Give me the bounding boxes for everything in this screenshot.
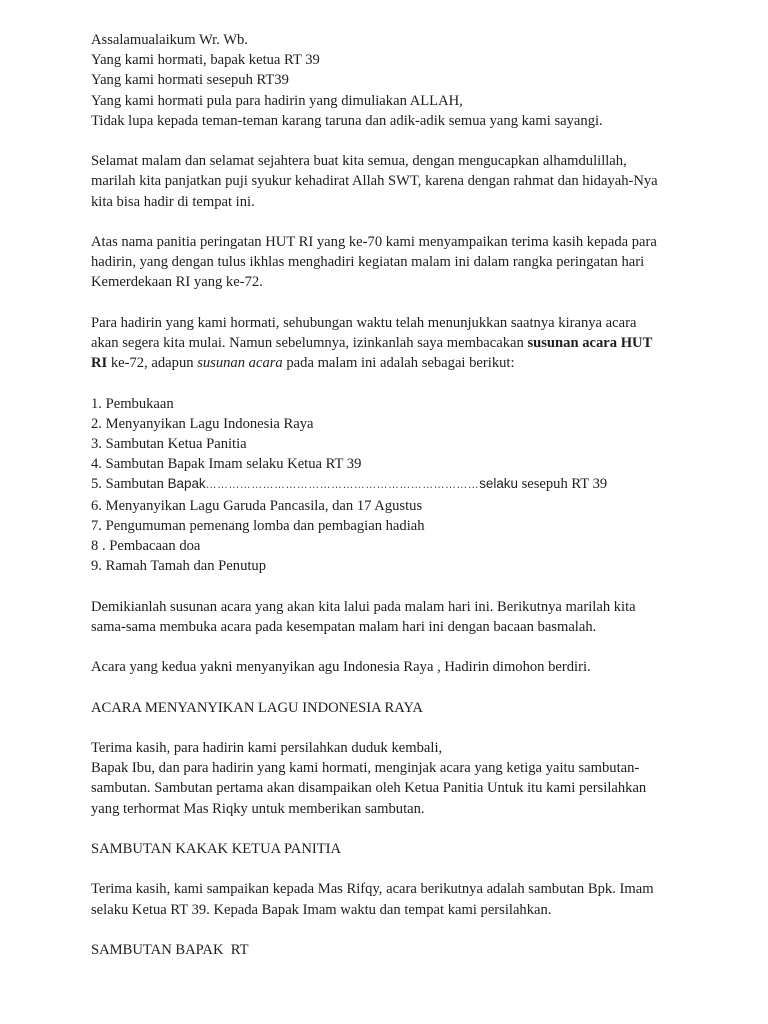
after-anthem-line: Terima kasih, para hadirin kami persilahkan duduk kembali,: [91, 739, 443, 756]
after-anthem-line: Bapak Ibu, dan para hadirin yang kami hormati, menginjak acara yang ketiga yaitu sambutan-: [91, 760, 640, 777]
agenda-item: 4. Sambutan Bapak Imam selaku Ketua RT 39: [91, 456, 362, 473]
after-committee-line: Terima kasih, kami sampaikan kepada Mas Rifqy, acara berikutnya adalah sambutan Bpk. Imam: [91, 881, 654, 898]
agenda-item: 7. Pengumuman pemenang lomba dan pembagian hadiah: [91, 517, 425, 534]
agenda-item: [91, 474, 708, 495]
thanks-paragraph: [91, 232, 708, 293]
greeting-line: Assalamualaikum Wr. Wb.: [91, 32, 248, 48]
after-anthem-line: sambutan. Sambutan pertama akan disampaikan oleh Ketua Panitia Untuk itu kami persilahkan: [91, 780, 647, 797]
agenda-item-suffix: sesepuh RT 39: [517, 476, 608, 493]
agenda-item: 3. Sambutan Ketua Panitia: [91, 436, 247, 452]
closing-intro-line: Demikianlah susunan acara yang akan kita lalui pada malam hari ini. Berikutnya marilah kita: [91, 598, 636, 615]
intro-line: Para hadirin yang kami hormati, sehubungan waktu telah menunjukkan saatnya kiranya acara: [91, 314, 637, 331]
second-event-paragraph: [91, 657, 708, 677]
section-heading: SAMBUTAN KAKAK KETUA PANITIA: [91, 840, 342, 857]
section-heading: SAMBUTAN BAPAK RT: [91, 941, 249, 958]
agenda-item-dots: ………………………………………………………………: [205, 479, 480, 492]
second-event-line: Acara yang kedua yakni menyanyikan agu Indonesia Raya , Hadirin dimohon berdiri.: [91, 659, 591, 676]
closing-intro-paragraph: [91, 597, 708, 637]
agenda-item: 8 . Pembacaan doa: [91, 538, 201, 555]
greeting-line: Yang kami hormati sesepuh RT39: [91, 72, 289, 89]
intro-bold-text: RI: [91, 355, 108, 372]
intro-paragraph: [91, 313, 708, 374]
agenda-item: 2. Menyanyikan Lagu Indonesia Raya: [91, 415, 314, 432]
greeting-paragraph: [91, 30, 708, 131]
opening-line: kita bisa hadir di tempat ini.: [91, 193, 255, 210]
intro-text: pada malam ini adalah sebagai berikut:: [282, 355, 515, 372]
section-heading-committee: [91, 839, 708, 859]
section-heading: ACARA MENYANYIKAN LAGU INDONESIA RAYA: [91, 699, 423, 716]
opening-line: marilah kita panjatkan puji syukur kehadirat Allah SWT, karena dengan rahmat dan hidayah-Nya: [91, 173, 658, 190]
greeting-line: Yang kami hormati pula para hadirin yang dimuliakan ALLAH,: [91, 92, 463, 109]
intro-text: ke-72, adapun: [107, 355, 198, 372]
closing-intro-line: sama-sama membuka acara pada kesempatan malam hari ini dengan bacaan basmalah.: [91, 618, 597, 635]
agenda-item-selaku: selaku: [479, 476, 518, 492]
greeting-line: Tidak lupa kepada teman-teman karang taruna dan adik-adik semua yang kami sayangi.: [91, 112, 603, 129]
after-committee-line: selaku Ketua RT 39. Kepada Bapak Imam waktu dan tempat kami persilahkan.: [91, 901, 552, 918]
agenda-item-name: Bapak: [167, 476, 206, 492]
agenda-item: 1. Pembukaan: [91, 395, 174, 412]
section-heading-anthem: [91, 698, 708, 718]
section-heading-rt: [91, 940, 708, 960]
thanks-line: Atas nama panitia peringatan HUT RI yang ke-70 kami menyampaikan terima kasih kepada para: [91, 234, 657, 250]
thanks-line: Kemerdekaan RI yang ke-72.: [91, 274, 263, 291]
agenda-item-prefix: 5. Sambutan: [91, 476, 168, 493]
agenda-item: 9. Ramah Tamah dan Penutup: [91, 558, 267, 575]
after-committee-paragraph: [91, 879, 708, 919]
greeting-line: Yang kami hormati, bapak ketua RT 39: [91, 52, 320, 69]
intro-line: [91, 333, 708, 353]
agenda-list: [91, 394, 708, 577]
opening-paragraph: [91, 151, 708, 212]
intro-bold-text: susunan acara HUT: [527, 335, 653, 351]
agenda-item: 6. Menyanyikan Lagu Garuda Pancasila, dan 17 Agustus: [91, 497, 423, 514]
intro-text: akan segera kita mulai. Namun sebelumnya, izinkanlah saya membacakan: [91, 335, 528, 351]
intro-italic-text: susunan acara: [197, 355, 283, 372]
after-anthem-line: yang terhormat Mas Riqky untuk memberikan sambutan.: [91, 800, 425, 817]
thanks-line: hadirin, yang dengan tulus ikhlas menghadiri kegiatan malam ini dalam rangka peringatan hari: [91, 254, 645, 271]
after-anthem-paragraph: [91, 738, 708, 819]
intro-line: [91, 353, 708, 373]
opening-line: Selamat malam dan selamat sejahtera buat kita semua, dengan mengucapkan alhamdulillah,: [91, 153, 627, 170]
